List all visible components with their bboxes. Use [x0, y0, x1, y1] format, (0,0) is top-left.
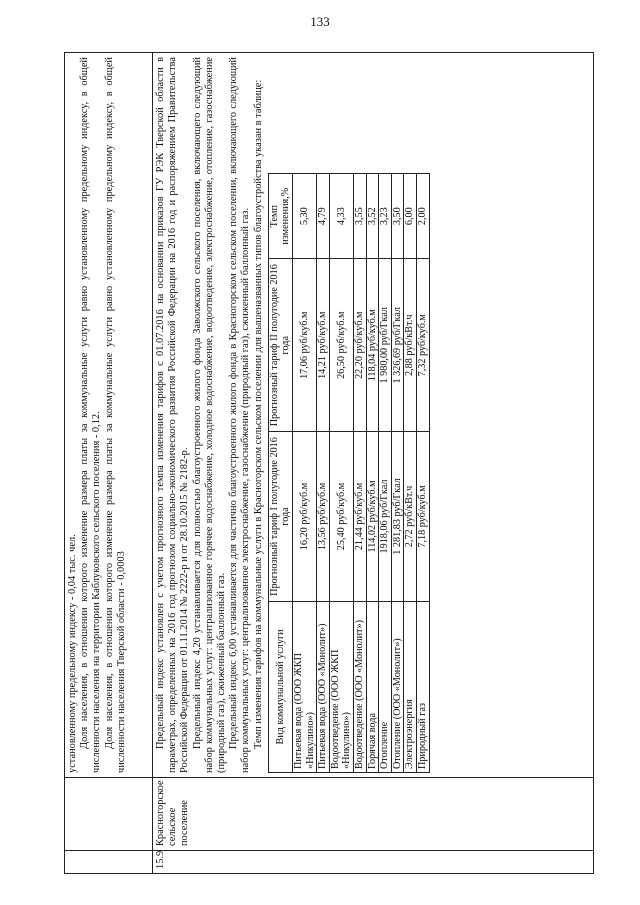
row-number-cell — [65, 851, 153, 874]
paragraph: Доля населения, в отношении которого изменение размера платы за коммунальные услуги равно установленному предельному индексу, в общей численности населения Тверской области - 0,0003 — [103, 57, 127, 773]
service-cell: Питьевая вода (ООО ЖКП «Никулино») — [293, 601, 317, 772]
description-cell — [65, 53, 153, 778]
change-rate-cell: 6,00 — [404, 174, 417, 259]
header-cell: Темп изменения,% — [268, 174, 292, 259]
tariff-h2-cell: 26,50 руб/куб.м — [329, 259, 353, 432]
paragraph: Темп изменения тарифов на коммунальные услуги в Красногорском сельском поселении для вышеназванных типов благоустройства указан в таблице: — [252, 79, 264, 749]
tariff-h2-cell: 1 980,00 руб/Гкал — [379, 259, 392, 432]
tariff-row — [379, 174, 392, 773]
service-cell: Природный газ — [416, 601, 429, 772]
paragraph: Предельный индекс 6,00 устанавливается для частично благоустроенного жилого фонда в Красногорском сельском поселении, включающего следующий набор коммунальных услуг: централизованное электроснабжение, газоснабжение (природный газ), сжиженный баллонный газ. — [228, 57, 252, 773]
service-cell: Водоотведение (ООО «Монолит») — [353, 601, 366, 772]
service-cell: Отопление (ООО «Монолит») — [391, 601, 404, 772]
tariff-h1-cell: 1918,06 руб/Гкал — [379, 432, 392, 602]
service-cell: Электроэнергия — [404, 601, 417, 772]
paragraph: Предельный индекс установлен с учетом прогнозного темпа изменения тарифов с 01.07.2016 на основании приказов ГУ РЭК Тверской области в параметрах, определенных на 2016 год прогнозом социально-экономического развития Российской Федерации на 2016 год и распоряжением Правительства Российской Федерации от 01.11.2014 № 2222-р и от 28.10.2015 № 2182-р. — [155, 57, 191, 773]
table-row-krasnogorskoe — [153, 53, 594, 874]
tariff-h2-cell: 14,21 руб/куб.м — [317, 259, 330, 432]
tariff-h1-cell: 1 281,83 руб/Гкал — [391, 432, 404, 602]
tariff-row — [317, 174, 330, 773]
change-rate-cell: 2,00 — [416, 174, 429, 259]
settlement-name-cell: Красногорское сельское поселение — [153, 778, 594, 851]
tariff-row — [353, 174, 366, 773]
settlement-name-cell — [65, 778, 153, 851]
tariff-h2-cell: 17,06 руб/куб.м — [293, 259, 317, 432]
rotated-page-content — [64, 52, 594, 874]
change-rate-cell: 3,52 — [366, 174, 379, 259]
change-rate-cell: 4,33 — [329, 174, 353, 259]
tariff-h2-cell: 118,04 руб/куб.м — [366, 259, 379, 432]
change-rate-cell: 5,30 — [293, 174, 317, 259]
service-cell: Питьевая вода (ООО «Монолит») — [317, 601, 330, 772]
tariff-row — [293, 174, 317, 773]
tariff-h1-cell: 2,72 руб/кВт.ч — [404, 432, 417, 602]
tariff-h1-cell: 13,56 руб/куб.м — [317, 432, 330, 602]
tariff-table-header — [268, 174, 292, 773]
tariff-row — [329, 174, 353, 773]
tariff-h2-cell: 1 326,69 руб/Гкал — [391, 259, 404, 432]
row-number-cell: 15.9 — [153, 851, 594, 874]
tariff-h1-cell: 7,18 руб/куб.м — [416, 432, 429, 602]
page-number: 133 — [310, 14, 330, 29]
tariff-h2-cell: 7,32 руб/куб.м — [416, 259, 429, 432]
change-rate-cell: 4,79 — [317, 174, 330, 259]
header-cell: Вид коммунальной услуги — [268, 601, 292, 772]
service-cell: Отопление — [379, 601, 392, 772]
tariff-h2-cell: 2,88 руб/кВт.ч — [404, 259, 417, 432]
main-table — [64, 52, 594, 874]
description-cell — [153, 53, 594, 778]
tariff-table — [268, 173, 430, 773]
paragraph: Доля населения, в отношении которого изменение размера платы за коммунальные услуги равно установленному предельному индексу, в общей численности населения на территории Каблуковского сельского поселения - 0,12. — [79, 57, 103, 773]
tariff-row — [416, 174, 429, 773]
paragraph: установленному предельному индексу - 0,04 тыс. чел. — [67, 534, 78, 773]
tariff-h1-cell: 16,20 руб/куб.м — [293, 432, 317, 602]
service-cell: Водоотведение (ООО ЖКП «Никулино») — [329, 601, 353, 772]
change-rate-cell: 3,23 — [379, 174, 392, 259]
change-rate-cell: 3,50 — [391, 174, 404, 259]
tariff-h1-cell: 114,02 руб/куб.м — [366, 432, 379, 602]
service-cell: Горячая вода — [366, 601, 379, 772]
header-cell: Прогнозный тариф I полугодие 2016 года — [268, 432, 292, 602]
header-cell: Прогнозный тариф II полугодие 2016 года — [268, 259, 292, 432]
change-rate-cell: 3,55 — [353, 174, 366, 259]
tariff-row — [404, 174, 417, 773]
tariff-row — [366, 174, 379, 773]
tariff-h2-cell: 22,20 руб/куб.м — [353, 259, 366, 432]
tariff-h1-cell: 21,44 руб/куб.м — [353, 432, 366, 602]
tariff-h1-cell: 25,40 руб/куб.м — [329, 432, 353, 602]
paragraph: Предельный индекс 4,20 устанавливается для полностью благоустроенного жилого фонда Заволжского сельского поселения, включающего следующий набор коммунальных услуг: централизованное горячее водоснабжение, холодное водоснабжение, водоотведение, электроснабжение, отопление, газоснабжение (природный газ), сжиженный баллонный газ. — [191, 57, 228, 773]
table-row-previous — [65, 53, 153, 874]
tariff-row — [391, 174, 404, 773]
